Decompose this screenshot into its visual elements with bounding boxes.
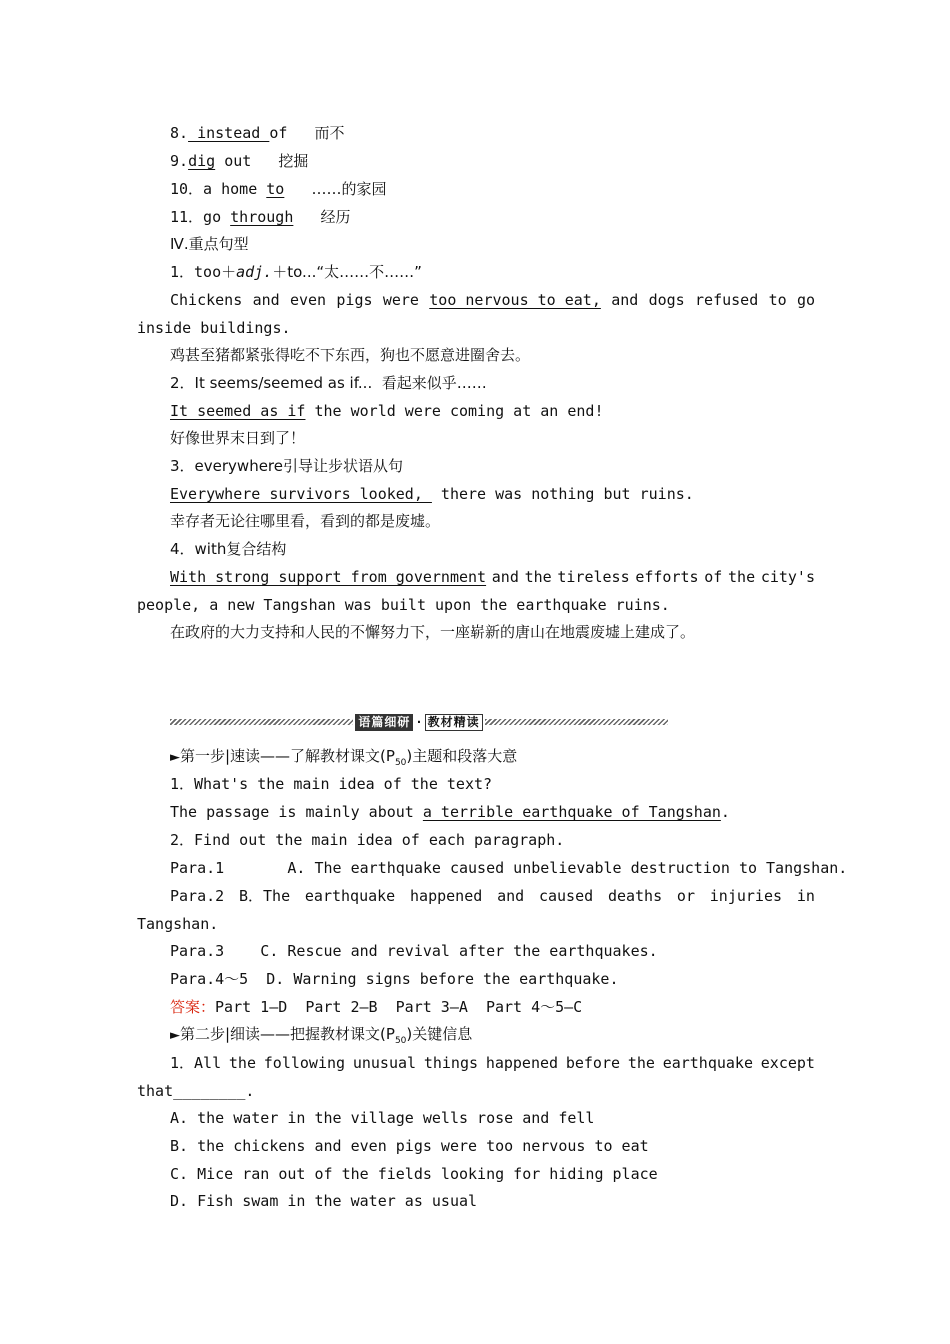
step-1-answer-key [170,997,582,1017]
pattern-2-heading: 2．It seems/seemed as if... 看起来似乎…… [170,374,487,392]
banner-right-text: 教材精读 [425,714,483,731]
pattern-italic: adj. [236,263,273,281]
phrase-answer: to [266,180,285,198]
word: and [611,291,639,309]
para-2-match-cont: Tangshan. [137,915,219,933]
phrase-item-9 [170,151,308,171]
word: efforts [635,568,699,586]
para-2-match [170,886,815,906]
step-1-heading [170,746,517,773]
triangle-icon: ► [170,750,180,765]
word: refused [695,291,759,309]
answer-prefix: The passage is mainly about [170,803,423,821]
word: of [704,568,723,586]
phrase-number: 11．go [170,208,222,226]
word: except [760,1054,815,1072]
word: the [524,568,552,586]
step-title: 第一步|速读——了解教材课文(P [180,747,395,765]
pattern-2-translation: 好像世界末日到了！ [170,429,306,447]
pattern-label: 1．too＋ [170,263,237,281]
pattern-3-translation: 幸存者无论往哪里看，看到的都是废墟。 [170,512,441,530]
pattern-1-translation: 鸡甚至猪都紧张得吃不下东西，狗也不愿意进圈舍去。 [170,346,531,364]
word: and [252,291,280,309]
banner-hatch-right [485,719,668,725]
word: the [228,1054,256,1072]
step-2-question-1-cont: that________. [137,1082,255,1100]
word: earthquake [304,887,396,905]
section-banner [170,712,668,732]
option-d: D. Fish swam in the water as usual [170,1192,478,1210]
answer-suffix: . [720,803,730,821]
word: unusual [352,1054,417,1072]
sentence-rest: the world were coming at an end! [305,402,604,420]
word: caused [538,887,594,905]
phrase-answer: through [230,208,294,226]
word: or [676,887,695,905]
phrase-rest: out [224,152,252,170]
word: tireless [557,568,630,586]
word: in [796,887,815,905]
banner-separator: · [415,715,423,729]
phrase-meaning: 挖掘 [278,152,309,170]
phrase-item-10 [170,179,386,199]
step-1-question-1: 1．What's the main idea of the text? [170,775,493,793]
word: B．The [238,887,291,905]
phrase-item-11 [170,207,350,227]
word: things [423,1054,479,1072]
answer-blank: too nervous to eat, [429,291,601,309]
word: were [382,291,419,309]
phrase-meaning: 经历 [320,208,351,226]
word: following [263,1054,346,1072]
phrase-meaning: 而不 [314,124,345,142]
step-title-end: )主题和段落大意 [406,747,518,765]
pattern-rest: ＋to...“太……不……” [272,263,422,281]
answer-label: 答案： [170,998,216,1016]
phrase-number: 8. [170,124,189,142]
pattern-4-heading: 4．with复合结构 [170,540,287,558]
word: to [768,291,787,309]
para-1-match: Para.1 A. The earthquake caused unbelievable destruction to Tangshan. [170,859,848,877]
step-2-question-1 [170,1053,815,1073]
answer-blank: Everywhere survivors looked, [170,485,432,503]
triangle-icon: ► [170,1028,180,1043]
page-subscript: 50 [394,758,407,768]
answer-blank: With strong support from government [170,568,487,586]
para-3-match: Para.3 C. Rescue and revival after the earthquakes. [170,942,658,960]
step-1-answer-1 [170,802,730,822]
option-c: C. Mice ran out of the fields looking for hiding place [170,1165,658,1183]
word: 1．All [170,1054,222,1072]
word: Chickens [170,291,243,309]
option-b: B. the chickens and even pigs were too nervous to eat [170,1137,649,1155]
word: the [627,1054,655,1072]
page-subscript: 50 [394,1036,407,1046]
phrase-answer: instead [188,124,270,142]
phrase-item-8 [170,123,345,143]
pattern-1-heading [170,262,422,282]
answer-blank: a terrible earthquake of Tangshan [422,803,721,821]
sentence-rest: there was nothing but ruins. [431,485,694,503]
banner-left-text: 语篇细研 [355,714,413,731]
word: the [728,568,756,586]
pattern-2-example [170,401,603,421]
banner-hatch-left [170,719,353,725]
pattern-4-example-cont: people, a new Tangshan was built upon the earthquake ruins. [137,596,670,614]
word: pigs [336,291,373,309]
pattern-4-example [170,567,815,587]
pattern-3-example [170,484,694,504]
word: before [565,1054,621,1072]
pattern-4-translation: 在政府的大力支持和人民的不懈努力下，一座崭新的唐山在地震废墟上建成了。 [170,623,696,641]
word: injuries [709,887,783,905]
word: deaths [607,887,663,905]
option-a: A. the water in the village wells rose and fell [170,1109,595,1127]
step-title-end: )关键信息 [406,1025,473,1043]
answer-blank: It seemed as if [170,402,306,420]
word: dogs [648,291,685,309]
word: city's [760,568,815,586]
para-4-5-match: Para.4～5 D. Warning signs before the earthquake. [170,970,619,988]
phrase-meaning: ……的家园 [311,180,387,198]
step-title: 第二步|细读——把握教材课文(P [180,1025,395,1043]
word: Para.2 [170,887,225,905]
section-heading: Ⅳ.重点句型 [170,235,249,253]
word: and [497,887,525,905]
answer-text: Part 1—D Part 2—B Part 3—A Part 4～5—C [215,998,583,1016]
step-2-heading [170,1024,472,1051]
phrase-number: 10．a home [170,180,258,198]
pattern-1-example-cont: inside buildings. [137,319,291,337]
word: earthquake [662,1054,753,1072]
phrase-number: 9. [170,152,189,170]
phrase-rest: of [269,124,288,142]
pattern-3-heading: 3．everywhere引导让步状语从句 [170,457,403,475]
phrase-answer: dig [188,152,216,170]
word: and [491,568,519,586]
word: happened [485,1054,559,1072]
banner-label [355,714,482,731]
pattern-1-example [170,290,815,310]
word: go [796,291,815,309]
word: happened [410,887,483,905]
step-1-question-2: 2．Find out the main idea of each paragraph. [170,831,565,849]
word: even [289,291,327,309]
